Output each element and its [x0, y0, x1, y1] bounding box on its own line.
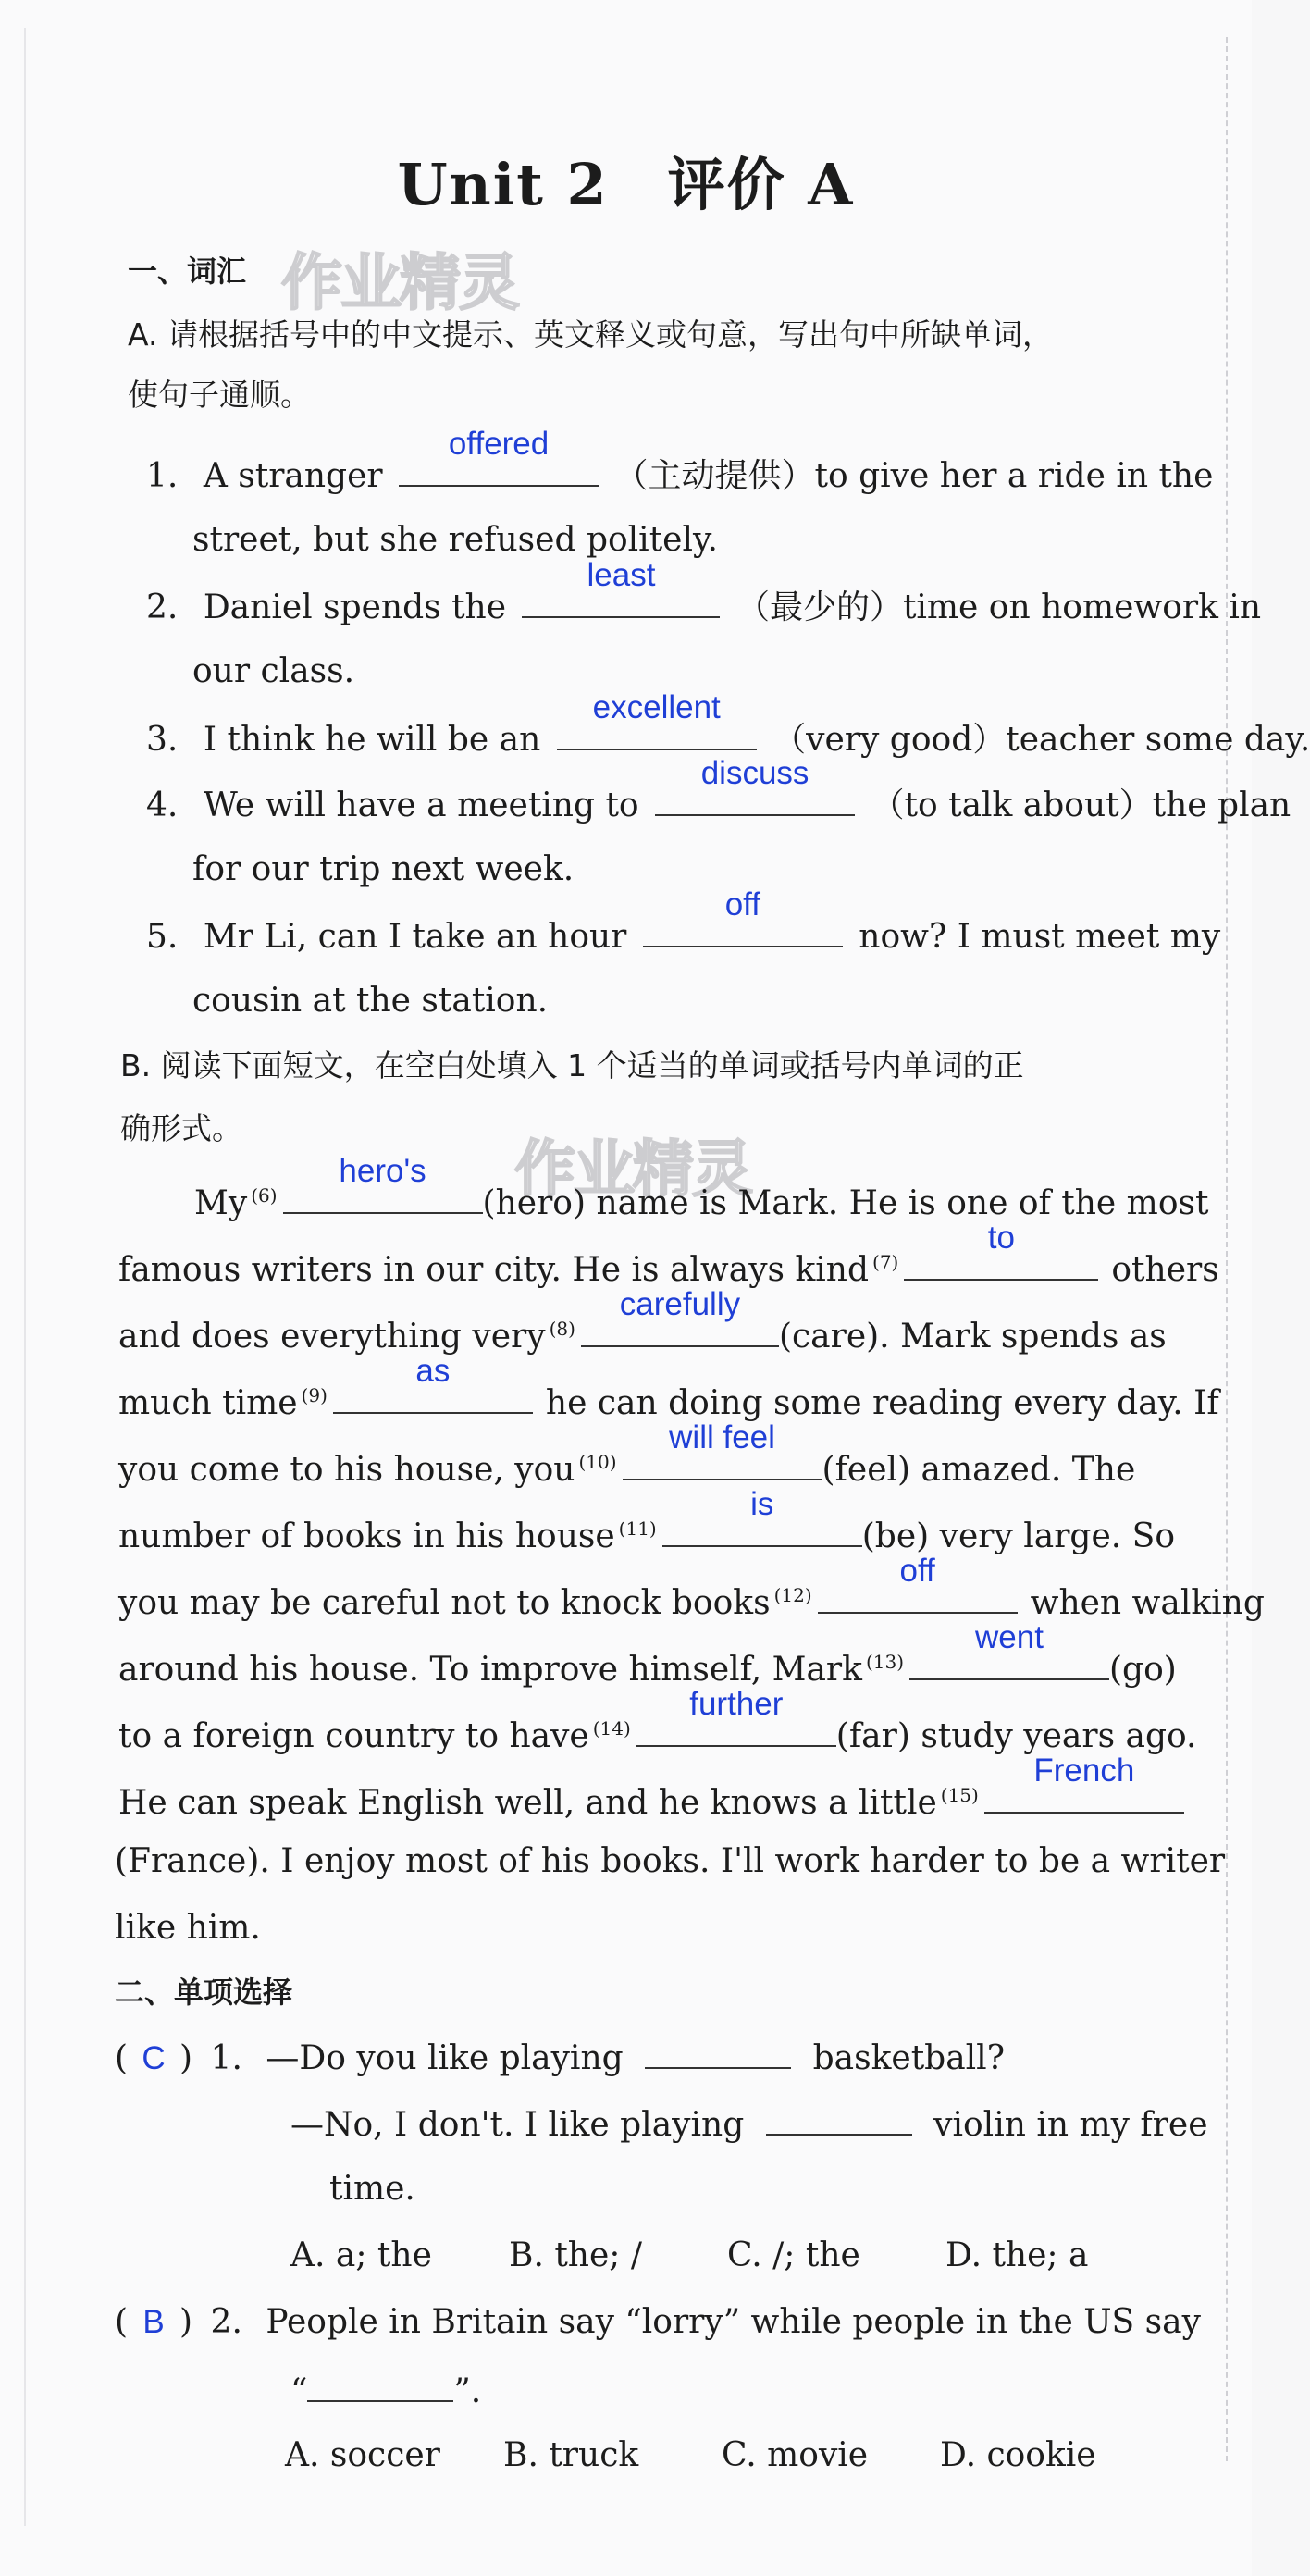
- blank-number: (15): [940, 1784, 979, 1806]
- question-number: 1.: [210, 2039, 242, 2077]
- passage-text: famous writers in our city. He is always kind: [118, 1251, 870, 1289]
- passage-text: (far) study years ago.: [835, 1717, 1197, 1755]
- filled-answer: is: [750, 1486, 774, 1522]
- passage-text: (care). Mark spends as: [778, 1318, 1167, 1356]
- filled-answer: excellent: [592, 689, 721, 725]
- option-d[interactable]: D. the; a: [945, 2236, 1089, 2274]
- page-fold-line: [1226, 37, 1228, 2461]
- mc-question-1-reply: [290, 2102, 1208, 2146]
- item-text: Daniel spends the: [203, 588, 507, 626]
- answer-blank[interactable]: [909, 1619, 1109, 1680]
- answer-blank[interactable]: [623, 1419, 822, 1480]
- section-multiple-choice-heading: 二、单项选择: [115, 1975, 293, 2010]
- answer-paren-open: (: [115, 2303, 129, 2341]
- vocab-item-4: [146, 755, 1291, 826]
- item-number: 3.: [146, 721, 179, 759]
- item-text: （to talk about）the plan: [871, 786, 1291, 824]
- partA-instruction-line2: 使句子通顺。: [128, 377, 311, 413]
- option-a[interactable]: A. a; the: [290, 2236, 432, 2274]
- answer-blank[interactable]: [655, 755, 855, 816]
- answer-blank[interactable]: [333, 1353, 533, 1414]
- filled-answer: off: [724, 886, 760, 923]
- page-edge-shadow: [24, 28, 26, 2526]
- filled-answer: French: [1033, 1752, 1135, 1789]
- option-c[interactable]: C. movie: [722, 2436, 869, 2474]
- item-text: （very good）teacher some day.: [772, 721, 1310, 759]
- passage-line-12: like him.: [115, 1909, 261, 1947]
- item-number: 5.: [146, 918, 179, 956]
- blank-number: (7): [872, 1251, 899, 1273]
- answer-blank[interactable]: [662, 1486, 862, 1547]
- vocab-item-1-continued: street, but she refused politely.: [192, 521, 718, 559]
- filled-answer: as: [415, 1353, 451, 1389]
- quote-close: ”.: [453, 2372, 482, 2410]
- page-title: Unit 2 评价 A: [397, 151, 855, 218]
- item-text: Mr Li, can I take an hour: [203, 918, 627, 956]
- passage-text: and does everything very: [118, 1318, 546, 1356]
- mc-question-1: [115, 2036, 1005, 2079]
- answer-blank[interactable]: [557, 689, 757, 750]
- mc-answer[interactable]: C: [142, 2040, 166, 2076]
- passage-text: to a foreign country to have: [118, 1717, 589, 1755]
- answer-blank[interactable]: [643, 886, 843, 947]
- item-text: I think he will be an: [203, 721, 541, 759]
- answer-paren-close: ): [179, 2303, 193, 2341]
- passage-text: (go): [1109, 1651, 1177, 1689]
- passage-text: number of books in his house: [118, 1517, 615, 1555]
- mc-question-2-continued: [290, 2369, 481, 2412]
- question-text: People in Britain say “lorry” while people in the US say: [266, 2303, 1201, 2341]
- passage-text: (be) very large. So: [861, 1517, 1176, 1555]
- option-d[interactable]: D. cookie: [940, 2436, 1096, 2474]
- passage-line-11: (France). I enjoy most of his books. I'll work harder to be a writer: [115, 1842, 1226, 1880]
- answer-blank[interactable]: [818, 1553, 1018, 1614]
- passage-text: others: [1111, 1251, 1219, 1289]
- answer-blank[interactable]: [636, 1686, 836, 1747]
- item-text: （最少的）time on homework in: [735, 588, 1262, 626]
- passage-text: when walking: [1030, 1584, 1265, 1622]
- watermark-logo: 作业精灵: [514, 1133, 751, 1205]
- mc-question-1-reply-continued: time.: [329, 2170, 415, 2208]
- quote-open: “: [290, 2372, 308, 2410]
- passage-text: My: [194, 1184, 248, 1222]
- passage-line-10: [118, 1752, 1184, 1824]
- item-text: A stranger: [203, 457, 383, 495]
- passage-text: around his house. To improve himself, Mark: [118, 1651, 862, 1689]
- question-text: violin in my free: [933, 2106, 1208, 2144]
- filled-answer: offered: [448, 426, 550, 462]
- blank-number: (11): [618, 1517, 657, 1540]
- vocab-item-4-continued: for our trip next week.: [192, 850, 575, 888]
- answer-blank[interactable]: [984, 1752, 1184, 1814]
- blank-number: (10): [578, 1451, 617, 1473]
- passage-text: you may be careful not to knock books: [118, 1584, 771, 1622]
- question-number: 2.: [210, 2303, 242, 2341]
- mc-question-2: [115, 2302, 1201, 2343]
- blank-number: (14): [592, 1717, 631, 1740]
- option-a[interactable]: A. soccer: [285, 2436, 440, 2474]
- answer-blank[interactable]: [645, 2036, 791, 2069]
- filled-answer: went: [975, 1619, 1044, 1655]
- section-vocabulary-heading: 一、词汇: [128, 254, 247, 289]
- passage-text: much time: [118, 1384, 298, 1422]
- passage-text: (hero) name is Mark. He is one of the most: [482, 1184, 1209, 1222]
- answer-paren-close: ): [179, 2039, 193, 2077]
- partB-instruction-line1: B. 阅读下面短文，在空白处填入 1 个适当的单词或括号内单词的正: [120, 1047, 1024, 1084]
- filled-answer: to: [987, 1220, 1015, 1256]
- filled-answer: further: [689, 1686, 784, 1722]
- partA-instruction-line1: A. 请根据括号中的中文提示、英文释义或句意，写出句中所缺单词，: [128, 316, 1053, 353]
- passage-line-5: [118, 1419, 1136, 1491]
- answer-blank[interactable]: [307, 2369, 453, 2402]
- item-text: now? I must meet my: [859, 918, 1221, 956]
- answer-blank[interactable]: [522, 557, 720, 618]
- watermark-logo: 作业精灵: [281, 247, 518, 318]
- passage-text: He can speak English well, and he knows a little: [118, 1784, 937, 1822]
- filled-answer: carefully: [619, 1286, 741, 1322]
- question-text: —No, I don't. I like playing: [290, 2106, 745, 2144]
- blank-number: (8): [549, 1318, 575, 1340]
- answer-blank[interactable]: [399, 426, 599, 487]
- answer-blank[interactable]: [283, 1153, 483, 1214]
- answer-blank[interactable]: [581, 1286, 779, 1347]
- passage-text: (feel) amazed. The: [822, 1451, 1136, 1489]
- answer-blank[interactable]: [766, 2102, 912, 2136]
- option-b[interactable]: B. the; /: [509, 2236, 642, 2274]
- passage-text: he can doing some reading every day. If: [545, 1384, 1219, 1422]
- item-text: （主动提供）to give her a ride in the: [614, 457, 1214, 495]
- option-c[interactable]: C. /; the: [727, 2236, 860, 2274]
- vocab-item-2: [146, 557, 1262, 628]
- mc-question-2-options: [285, 2435, 1158, 2476]
- mc-answer[interactable]: B: [142, 2304, 165, 2340]
- question-text: basketball?: [812, 2039, 1005, 2077]
- passage-text: you come to his house, you: [118, 1451, 575, 1489]
- item-number: 1.: [146, 457, 179, 495]
- filled-answer: least: [587, 557, 656, 593]
- answer-paren-open: (: [115, 2039, 129, 2077]
- blank-number: (13): [865, 1651, 904, 1673]
- item-number: 4.: [146, 786, 179, 824]
- filled-answer: discuss: [700, 755, 809, 791]
- option-b[interactable]: B. truck: [503, 2436, 639, 2474]
- filled-answer: will feel: [669, 1419, 775, 1455]
- vocab-item-5: [146, 886, 1221, 958]
- passage-line-3: [118, 1286, 1167, 1357]
- partB-instruction-line2: 确形式。: [120, 1110, 242, 1146]
- vocab-item-1: [146, 426, 1214, 497]
- blank-number: (9): [301, 1384, 328, 1406]
- item-text: We will have a meeting to: [203, 786, 639, 824]
- filled-answer: hero's: [339, 1153, 426, 1189]
- mc-question-1-options: [290, 2235, 1164, 2276]
- blank-number: (12): [773, 1584, 812, 1606]
- blank-number: (6): [251, 1184, 278, 1207]
- vocab-item-2-continued: our class.: [192, 652, 355, 690]
- filled-answer: off: [899, 1553, 935, 1589]
- item-number: 2.: [146, 588, 179, 626]
- answer-blank[interactable]: [904, 1220, 1098, 1281]
- vocab-item-5-continued: cousin at the station.: [192, 982, 549, 1020]
- question-text: —Do you like playing: [266, 2039, 624, 2077]
